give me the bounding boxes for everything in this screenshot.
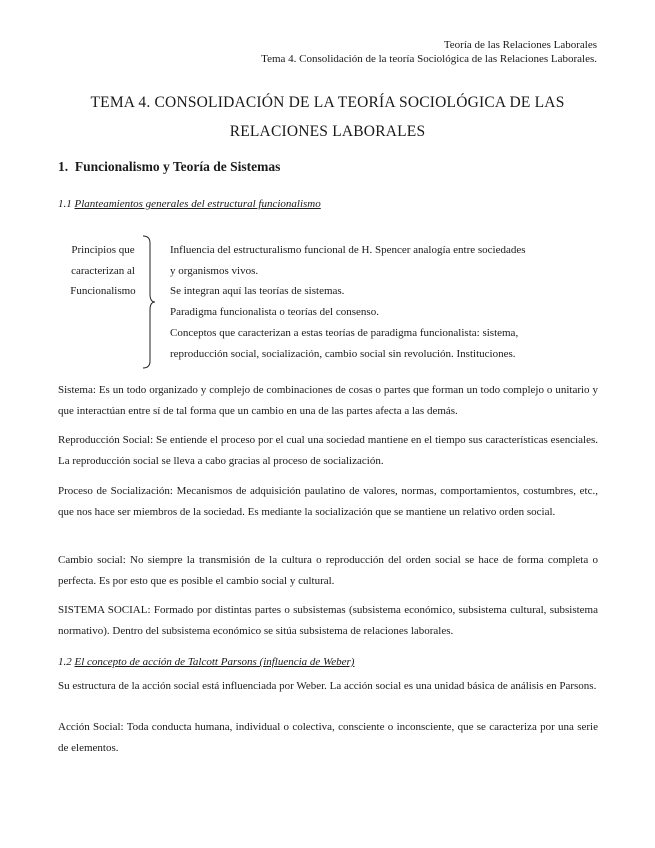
header-course: Teoría de las Relaciones Laborales [443,39,597,51]
section-heading [58,159,280,175]
subsection-number: 1.2 [58,656,72,668]
running-header [261,38,597,66]
subsection-title: Planteamientos generales del estructural funcionalismo [74,198,321,210]
principle-item: Influencia del estructuralismo funcional de H. Spencer analogía entre sociedades [170,244,526,256]
subsection-heading-1-1 [58,198,321,210]
title-line-2: RELACIONES LABORALES [229,123,426,140]
subsection-number: 1.1 [58,198,72,210]
page-title [58,88,597,146]
brace-bracket [140,234,158,370]
paragraph-cambio: Cambio social: No siempre la transmisión de la cultura o reproducción del orden social se hace de forma completa o perfecta. Es por esto que es posible el cambio social y cultural. [58,554,598,587]
title-line-1: TEMA 4. CONSOLIDACIÓN DE LA TEORÍA SOCIOLÓGICA DE LAS [90,94,565,111]
paragraph-accion-social: Acción Social: Toda conducta humana, individual o colectiva, consciente o inconsciente, que se caracteriza por una serie de elementos. [58,721,598,754]
principle-item: Se integran aquí las teorías de sistemas. [170,285,345,298]
paragraph-socializacion: Proceso de Socialización: Mecanismos de adquisición paulatino de valores, normas, comportamientos, costumbres, etc., que nos hace ser miembros de la sociedad. Es mediante la socialización que se mantiene un relativo orden social. [58,485,598,518]
subsection-heading-1-2 [58,656,354,668]
principle-item: y organismos vivos. [170,264,259,277]
subsection-title: El concepto de acción de Talcott Parsons (influencia de Weber) [74,656,355,668]
header-topic: Tema 4. Consolidación de la teoría Sociológica de las Relaciones Laborales. [261,53,597,65]
principle-item: reproducción social, socialización, cambio social sin revolución. Instituciones. [170,347,516,360]
section-title: Funcionalismo y Teoría de Sistemas [74,159,281,174]
section-number: 1. [58,159,69,174]
principles-label-line: Funcionalismo [70,285,136,298]
principles-label-line: caracterizan al [71,264,135,277]
principle-item: Conceptos que caracterizan a estas teorías de paradigma funcionalista: sistema, [170,326,519,339]
principles-list [170,240,560,364]
paragraph-parsons: Su estructura de la acción social está influenciada por Weber. La acción social es una unidad básica de análisis en Parsons. [58,680,597,692]
paragraph-reproduccion: Reproducción Social: Se entiende el proceso por el cual una sociedad mantiene en el tiempo sus características esenciales. La reproducción social se lleva a cabo gracias al proceso de socialización. [58,434,598,467]
principles-label [63,240,143,302]
principle-item: Paradigma funcionalista o teorías del consenso. [170,306,379,319]
paragraph-sistema: Sistema: Es un todo organizado y complejo de combinaciones de cosas o partes que forman un todo complejo o unitario y que interactúan entre sí de tal forma que un cambio en una de las partes afecta a las demás. [58,384,598,417]
paragraph-sistema-social: SISTEMA SOCIAL: Formado por distintas partes o subsistemas (subsistema económico, subsistema cultural, subsistema normativo). Dentro del subsistema económico se sitúa subsistema de relaciones laborales. [58,604,598,637]
principles-label-line: Principios que [71,244,135,256]
